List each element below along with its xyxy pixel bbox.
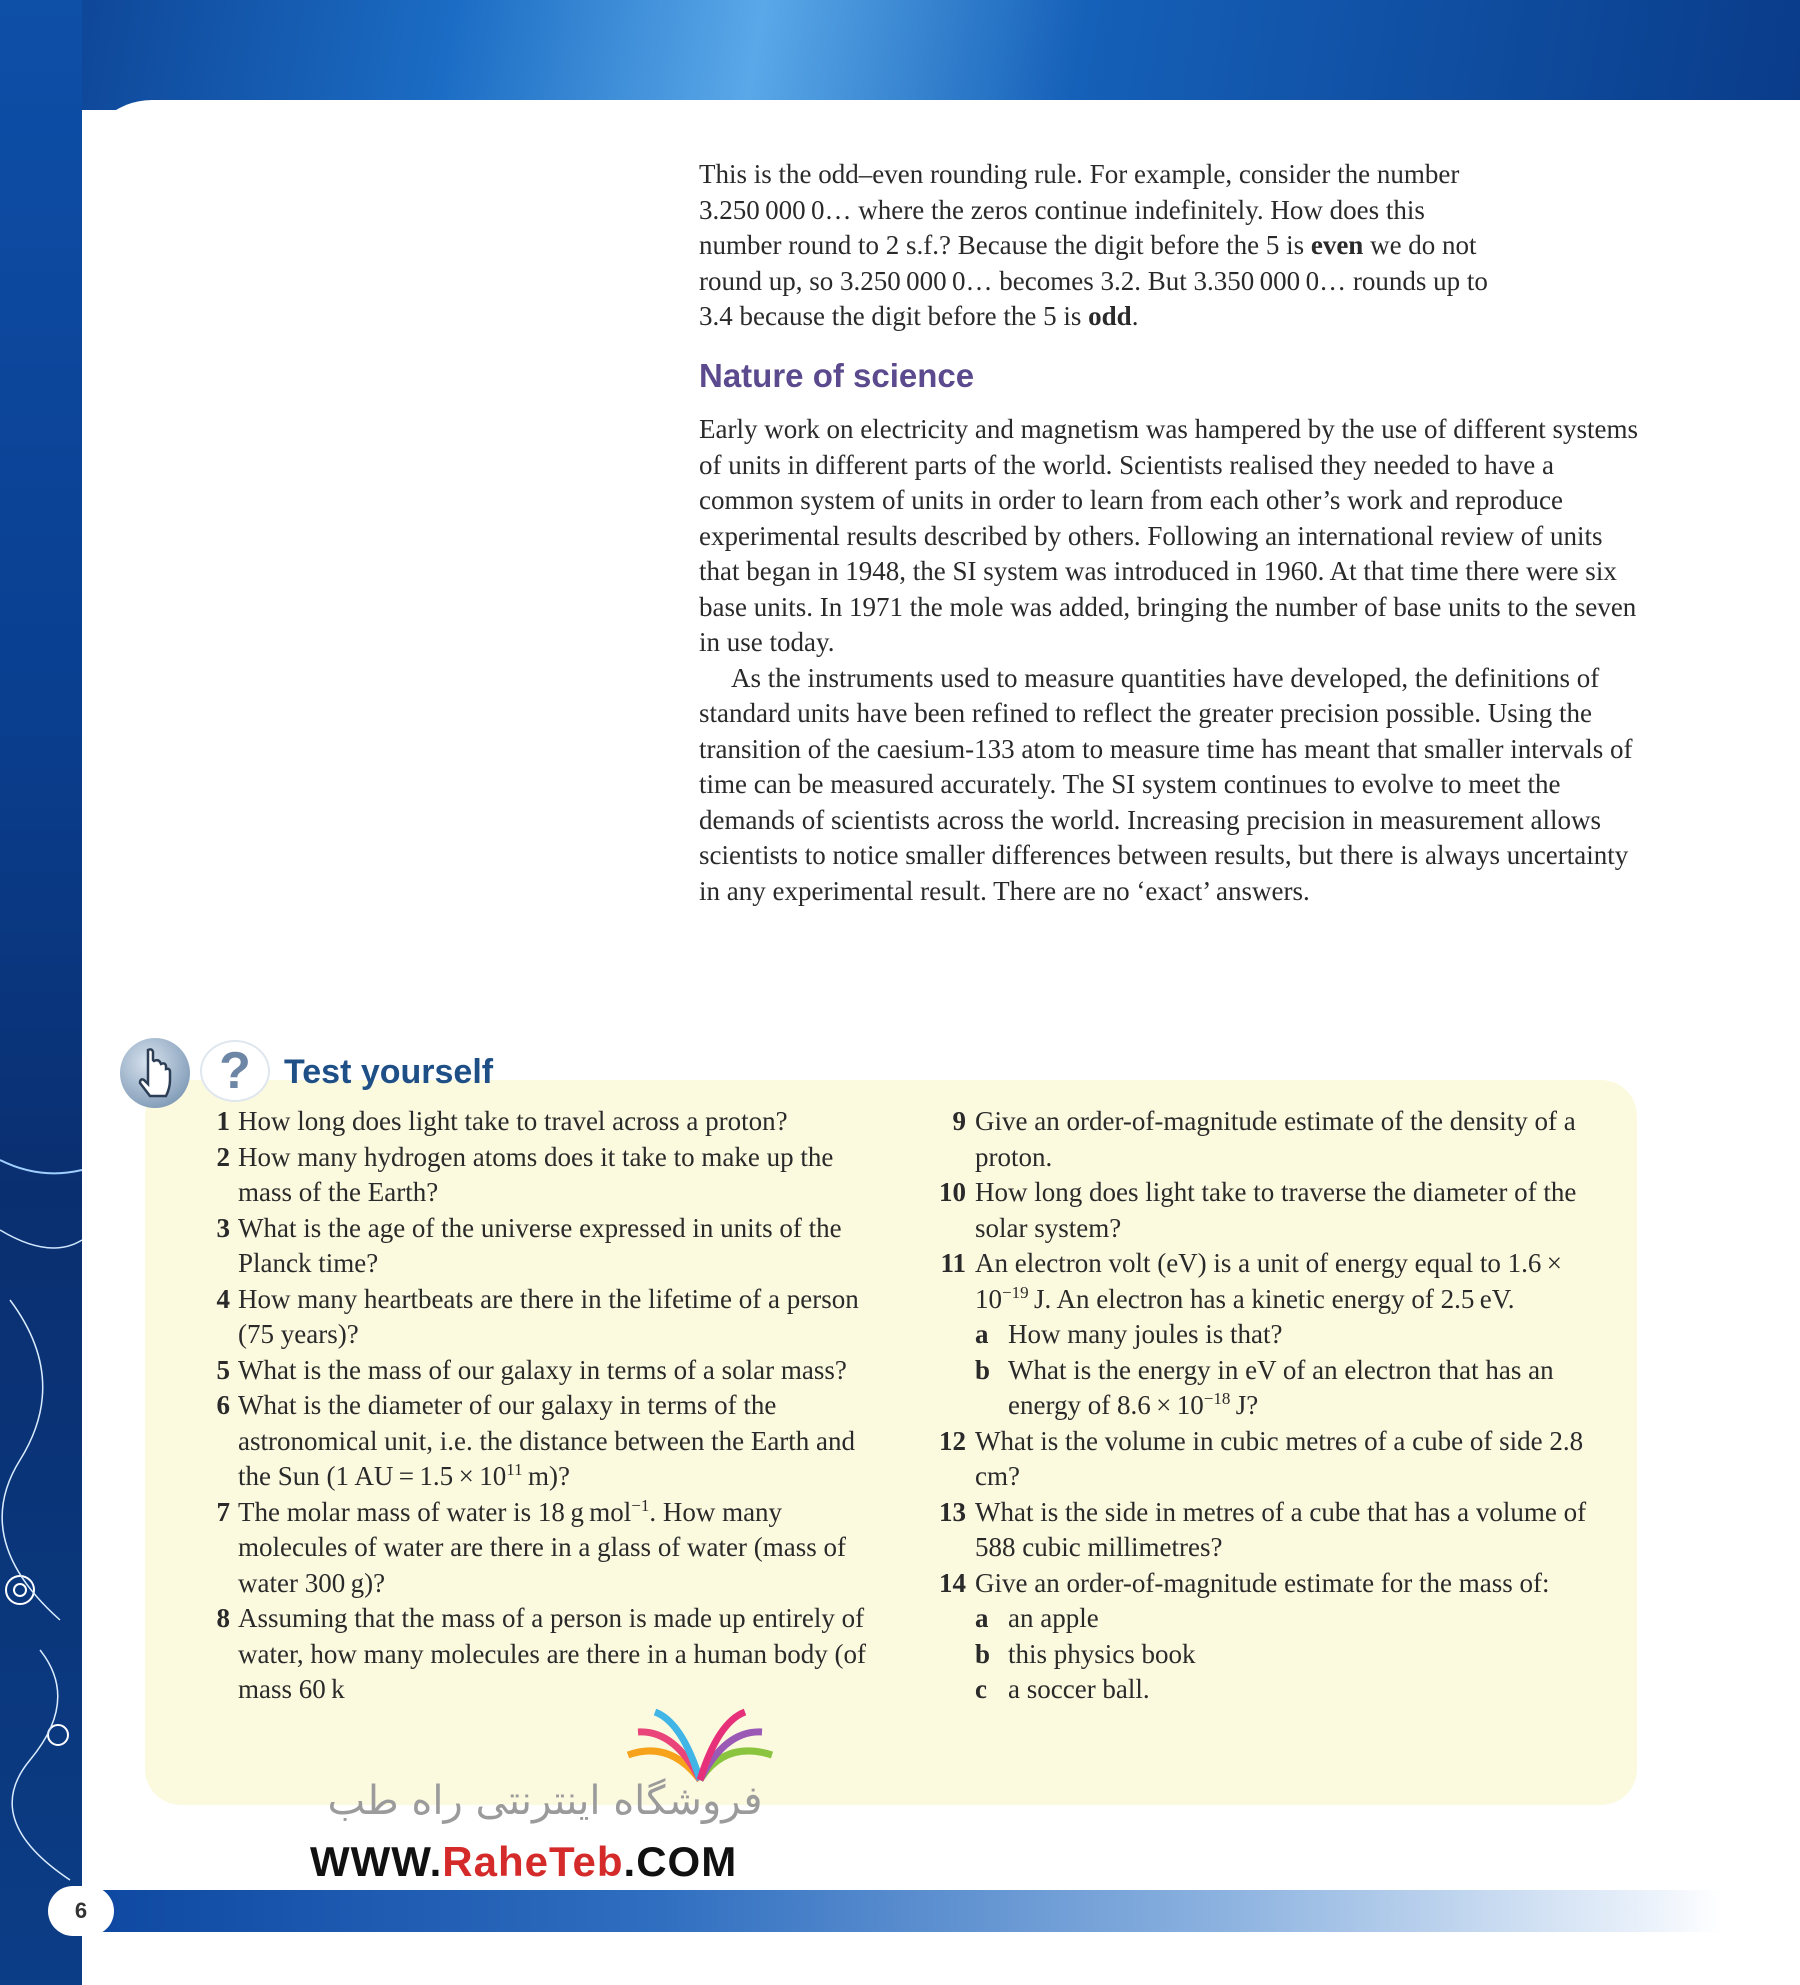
nature-para-1: Early work on electricity and magnetism was hampered by the use of different systems of units in different parts of the world. Scientists realised they needed to have a common system of units in order to learn from each other’s work and reproduce experimental results described by others. Following an international review of units that began in 1948, the SI system was introduced in 1960. At that time there were six base units. In 1971 the mole was added, bringing the number of base units to the seven in use today. — [699, 414, 1638, 657]
question-text: How many hydrogen atoms does it take to make up the mass of the Earth? — [238, 1141, 834, 1207]
question-text: m)? — [522, 1461, 570, 1491]
question-number: 12 — [939, 1425, 966, 1456]
sub-question-label: a — [975, 1603, 989, 1633]
sub-question-text: What is the energy in eV of an electron that has an energy of 8.6 × 10 — [1008, 1354, 1554, 1420]
sub-question-label: b — [975, 1638, 991, 1669]
question-number: 4 — [216, 1283, 230, 1314]
question-item — [200, 1601, 872, 1708]
question-mark-icon: ? — [200, 1040, 270, 1102]
watermark-persian-text: فروشگاه اینترنتی راه طب — [327, 1778, 763, 1824]
question-item — [922, 1566, 1602, 1708]
question-text: What is the diameter of our galaxy in terms of the astronomical unit, i.e. the distance between the Earth and the Sun (1 AU = 1.5 × 10 — [238, 1390, 856, 1491]
sub-question — [975, 1672, 1602, 1708]
question-text: What is the mass of our galaxy in terms of a solar mass? — [238, 1354, 847, 1385]
question-number: 2 — [216, 1141, 230, 1172]
question-number: 5 — [216, 1354, 230, 1385]
question-number: 11 — [940, 1248, 966, 1278]
question-text: What is the age of the universe expressed in units of the Planck time? — [238, 1212, 842, 1278]
question-item — [200, 1388, 872, 1495]
test-yourself-title: Test yourself — [284, 1053, 494, 1091]
intro-line: we do not — [1363, 230, 1477, 260]
question-item — [922, 1246, 1602, 1424]
questions-left-column — [200, 1104, 872, 1708]
question-text: Give an order-of-magnitude estimate for the mass of: — [975, 1567, 1550, 1598]
intro-line: round up, so 3.250 000 0… becomes 3.2. But 3.350 000 0… rounds up to — [699, 265, 1488, 296]
nature-para-2: As the instruments used to measure quantities have developed, the definitions of standard units have been refined to reflect the greater precision possible. Using the transition of the caesium-133 atom to measure time has meant that smaller intervals of time can be measured accurately. The SI system continues to evolve to meet the demands of scientists across the world. Increasing precision in measurement allows scientists to notice smaller differences between results, but there is always uncertainty in any experimental result. There are no ‘exact’ answers. — [699, 662, 1633, 906]
sub-question-text: this physics book — [1008, 1638, 1196, 1669]
sub-question-text: How many joules is that? — [1008, 1319, 1283, 1349]
question-item — [922, 1104, 1602, 1175]
question-item — [200, 1353, 872, 1389]
sub-question — [975, 1637, 1602, 1673]
intro-bold-odd: odd — [1088, 301, 1132, 331]
hand-pointer-icon — [120, 1038, 190, 1108]
intro-line: This is the odd–even rounding rule. For example, consider the number — [699, 159, 1460, 189]
exponent: −19 — [1002, 1282, 1029, 1302]
exponent: −1 — [631, 1495, 650, 1515]
intro-line: 3.250 000 0… where the zeros continue indefinitely. How does this — [699, 194, 1425, 225]
question-item — [922, 1175, 1602, 1246]
question-text: Assuming that the mass of a person is made up entirely of water, how many molecules are there in a human body (of mass 60 k — [238, 1603, 866, 1704]
questions-right-column — [922, 1104, 1602, 1708]
sub-question — [975, 1601, 1602, 1637]
question-number: 13 — [939, 1496, 966, 1527]
intro-line: 3.4 because the digit before the 5 is — [699, 301, 1089, 331]
sub-question — [975, 1317, 1602, 1353]
footer-bar — [82, 1890, 1722, 1932]
question-item — [200, 1140, 872, 1211]
intro-line: . — [1131, 301, 1139, 331]
question-text: How long does light take to traverse the diameter of the solar system? — [975, 1177, 1577, 1243]
watermark-url-brand: RaheTeb — [442, 1838, 624, 1885]
question-text: Give an order-of-magnitude estimate of the density of a proton. — [975, 1106, 1576, 1172]
left-decorative-band — [0, 0, 82, 1985]
question-item — [922, 1424, 1602, 1495]
question-text: What is the side in metres of a cube that has a volume of 588 cubic millimetres? — [975, 1496, 1587, 1562]
question-number: 7 — [216, 1496, 230, 1527]
question-item — [922, 1495, 1602, 1566]
question-text: J. An electron has a kinetic energy of 2.5 eV. — [1028, 1283, 1515, 1314]
question-text: . How many molecules of water are there in a glass of water (mass of water 300 g)? — [238, 1496, 847, 1598]
watermark-url-part: .COM — [623, 1838, 738, 1885]
sub-question-text: an apple — [1008, 1603, 1099, 1633]
watermark-url-part: WWW. — [310, 1838, 443, 1885]
nature-of-science-body — [699, 412, 1639, 909]
question-number: 3 — [216, 1212, 230, 1243]
question-text: How long does light take to travel across a proton? — [238, 1106, 788, 1136]
question-text: An electron volt (eV) is a unit of energy equal to 1.6 × 10 — [975, 1248, 1568, 1314]
question-item — [200, 1104, 872, 1140]
question-number: 6 — [216, 1390, 230, 1420]
exponent: 11 — [506, 1460, 523, 1479]
nature-of-science-heading: Nature of science — [699, 357, 975, 394]
sub-question-label: a — [975, 1319, 989, 1349]
sub-question-text: a soccer ball. — [1008, 1674, 1150, 1704]
page-number: 6 — [48, 1886, 114, 1936]
exponent: −18 — [1203, 1389, 1231, 1408]
intro-paragraph — [699, 157, 1639, 335]
intro-line: number round to 2 s.f.? Because the digit before the 5 is — [699, 230, 1311, 260]
question-text: The molar mass of water is 18 g mol — [238, 1496, 632, 1527]
question-number: 1 — [216, 1106, 230, 1136]
question-text: How many heartbeats are there in the lifetime of a person (75 years)? — [238, 1283, 859, 1349]
intro-bold-even: even — [1310, 230, 1364, 260]
question-number: 10 — [939, 1177, 966, 1207]
question-number: 8 — [216, 1603, 230, 1633]
sub-question — [975, 1353, 1602, 1424]
sub-question-label: c — [975, 1674, 987, 1704]
question-number: 9 — [952, 1106, 966, 1136]
sub-question-label: b — [975, 1354, 991, 1385]
sub-question-text: J? — [1230, 1390, 1259, 1420]
top-decorative-band — [0, 0, 1800, 110]
question-item — [200, 1282, 872, 1353]
question-item — [200, 1211, 872, 1282]
watermark-url — [310, 1838, 737, 1886]
question-item — [200, 1495, 872, 1602]
question-text: What is the volume in cubic metres of a cube of side 2.8 cm? — [975, 1425, 1589, 1491]
question-number: 14 — [939, 1567, 966, 1598]
